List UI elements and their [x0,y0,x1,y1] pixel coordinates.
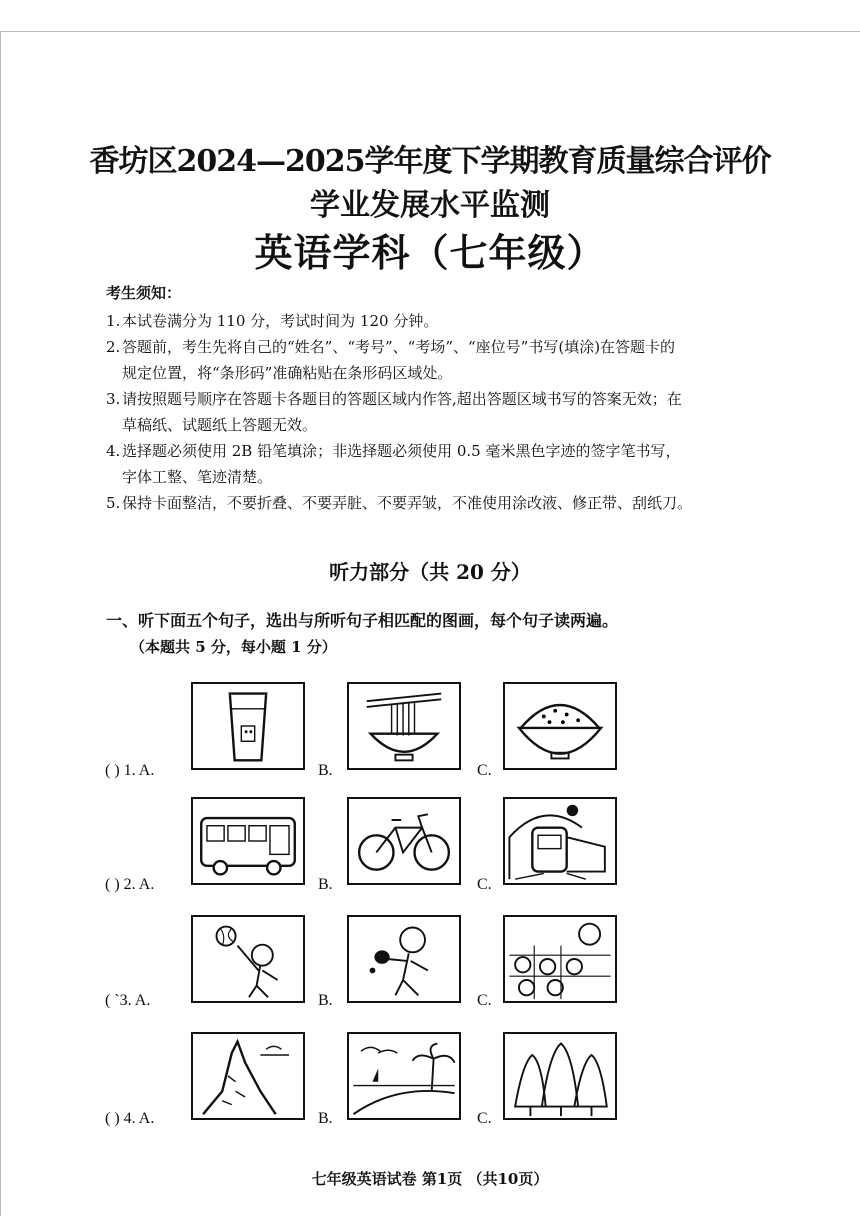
milk-glass-icon [193,684,303,768]
exam-title-line2: 学业发展水平监测 [310,188,550,223]
volleyball-icon [193,917,303,1001]
train-icon [505,799,615,883]
rice-bowl-picture [503,682,617,770]
option-c-label: C. [477,992,492,1009]
exam-subject-title: 英语学科（七年级） [254,230,606,275]
page-top-border [0,31,860,32]
mountain-icon [193,1034,303,1118]
beach-icon [349,1034,459,1118]
question-2-label: ( ) 2. A. [105,876,155,893]
bus-icon [193,799,303,883]
forest-picture [503,1032,617,1120]
bicycle-picture [347,797,461,885]
notice-item-5: 5. 保持卡面整洁，不要折叠、不要弄脏、不要弄皱，不准使用涂改液、修正带、刮纸刀。 [106,494,693,512]
page-footer: 七年级英语试卷 第1页 （共10页） [311,1170,549,1188]
exam-title-line1: 香坊区2024—2025学年度下学期教育质量综合评价 [89,144,771,179]
notice-item-2: 2. 答题前，考生先将自己的“姓名”、“考号”、“考场”、“座位号”书写(填涂)在答题卡的 规定位置，将“条形码”准确粘贴在条形码区域处。 [106,338,676,382]
volleyball-picture [191,915,305,1003]
option-b-label: B. [318,1110,333,1127]
option-c-label: C. [477,1110,492,1127]
question-score-note: （本题共 5 分，每小题 1 分） [130,638,337,656]
bicycle-icon [349,799,459,883]
question-1-label: ( ) 1. A. [105,762,155,779]
option-b-label: B. [318,992,333,1009]
beach-picture [347,1032,461,1120]
option-b-label: B. [318,876,333,893]
train-picture [503,797,617,885]
notice-item-3: 3. 请按照题号顺序在答题卡各题目的答题区域内作答,超出答题区域书写的答案无效；在 草稿纸、试题纸上答题无效。 [106,390,682,434]
noodles-picture [347,682,461,770]
question-heading: 一、听下面五个句子，选出与所听句子相匹配的图画，每个句子读两遍。 [106,611,619,630]
option-b-label: B. [318,762,333,779]
bus-picture [191,797,305,885]
noodles-icon [349,684,459,768]
ping-pong-icon [349,917,459,1001]
chess-icon [505,917,615,1001]
ping-pong-picture [347,915,461,1003]
rice-bowl-icon [505,684,615,768]
milk-glass-picture [191,682,305,770]
question-3-label: ( `3. A. [105,992,151,1009]
question-4-label: ( ) 4. A. [105,1110,155,1127]
mountain-picture [191,1032,305,1120]
notice-heading: 考生须知： [106,284,182,302]
notice-item-1: 1. 本试卷满分为 110 分，考试时间为 120 分钟。 [106,312,439,330]
listening-section-heading: 听力部分（共 20 分） [329,560,531,584]
forest-icon [505,1034,615,1118]
option-c-label: C. [477,876,492,893]
chess-picture [503,915,617,1003]
notice-item-4: 4. 选择题必须使用 2B 铅笔填涂；非选择题必须使用 0.5 毫米黑色字迹的签字笔书写， 字体工整、笔迹清楚。 [106,442,681,486]
option-c-label: C. [477,762,492,779]
